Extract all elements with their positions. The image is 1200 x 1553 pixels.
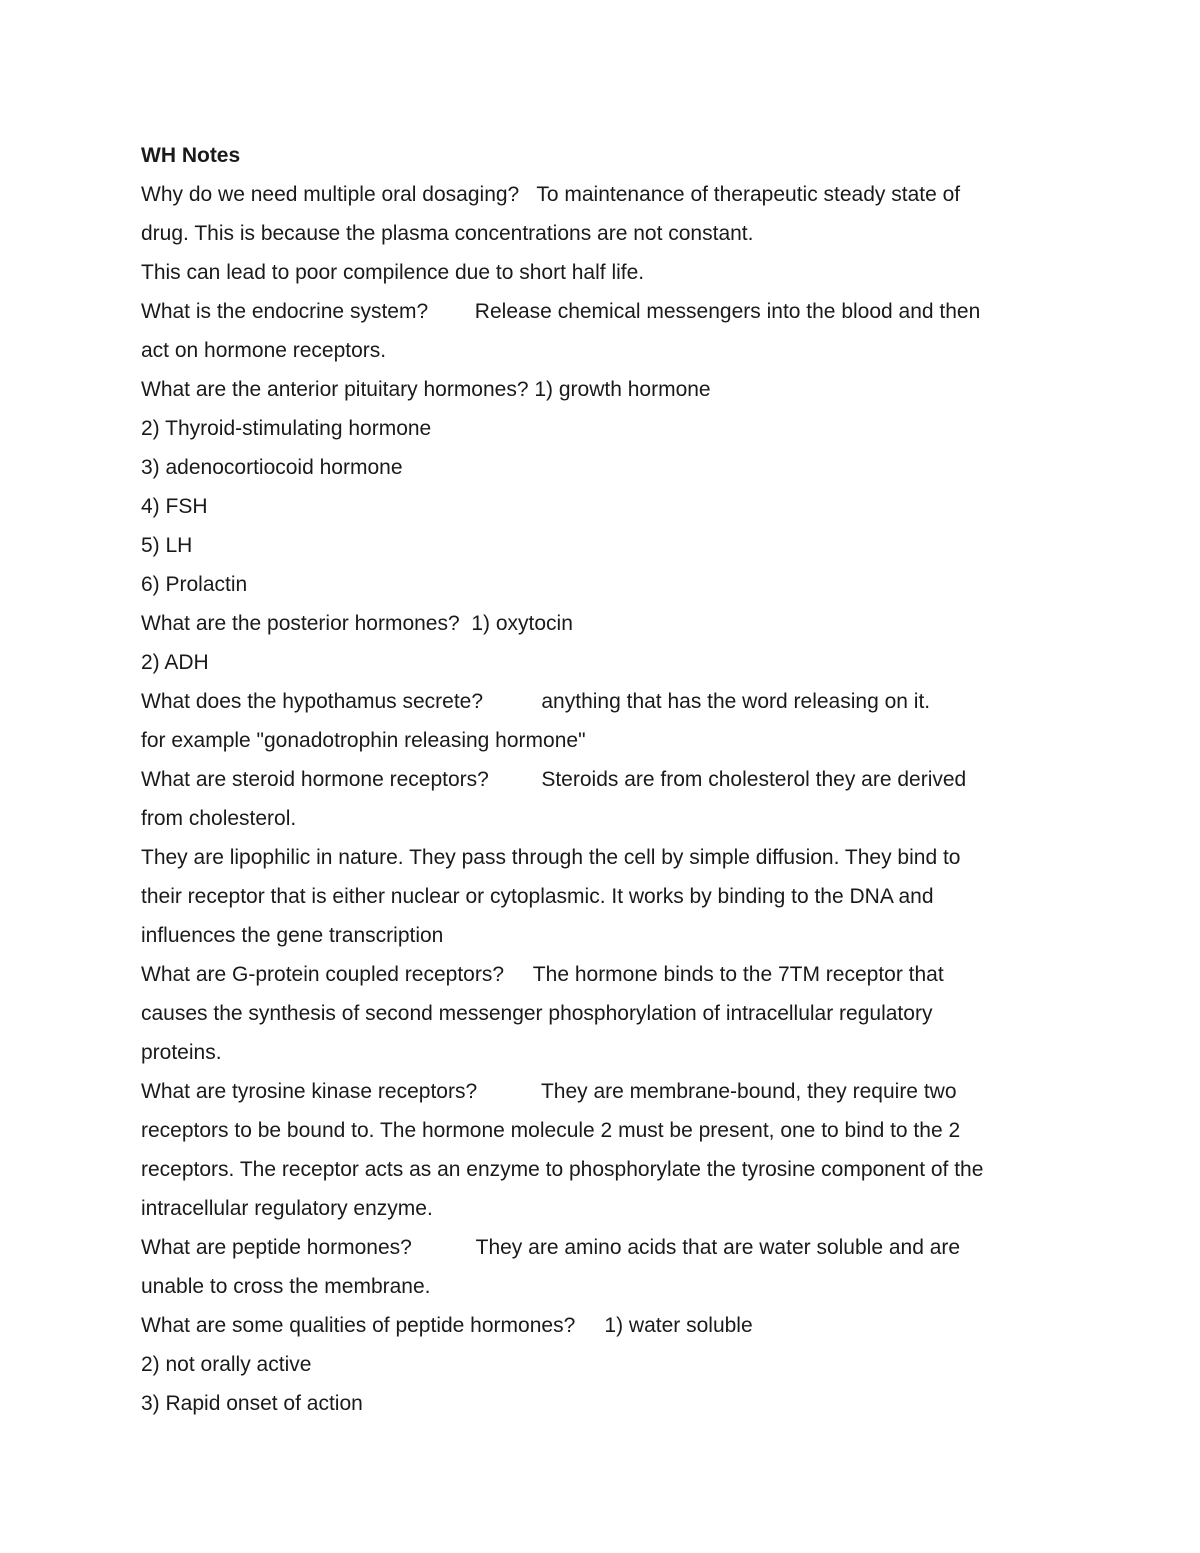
text-line: What are G-protein coupled receptors? The hormone binds to the 7TM receptor that bbox=[141, 963, 944, 986]
text-line: What are peptide hormones? They are amino acids that are water soluble and are bbox=[141, 1236, 961, 1259]
document-body bbox=[141, 136, 1061, 1423]
text-line: What are some qualities of peptide hormones? 1) water soluble bbox=[141, 1314, 753, 1337]
text-line: unable to cross the membrane. bbox=[141, 1275, 431, 1298]
text-line: What are the posterior hormones? 1) oxytocin bbox=[141, 612, 573, 635]
text-line: intracellular regulatory enzyme. bbox=[141, 1197, 433, 1220]
text-line: 3) Rapid onset of action bbox=[141, 1392, 363, 1415]
text-line: This can lead to poor compilence due to short half life. bbox=[141, 261, 645, 284]
text-line: What are steroid hormone receptors? Steroids are from cholesterol they are derived bbox=[141, 768, 967, 791]
text-line: Why do we need multiple oral dosaging? To maintenance of therapeutic steady state of bbox=[141, 183, 961, 206]
text-line: causes the synthesis of second messenger phosphorylation of intracellular regulatory bbox=[141, 1002, 933, 1025]
text-line: receptors to be bound to. The hormone molecule 2 must be present, one to bind to the 2 bbox=[141, 1119, 961, 1142]
text-line: What are tyrosine kinase receptors? They are membrane-bound, they require two bbox=[141, 1080, 957, 1103]
text-line: proteins. bbox=[141, 1041, 222, 1064]
text-line: They are lipophilic in nature. They pass through the cell by simple diffusion. They bind to bbox=[141, 846, 961, 869]
text-line: for example "gonadotrophin releasing hormone" bbox=[141, 729, 586, 752]
text-line: act on hormone receptors. bbox=[141, 339, 387, 362]
text-line: receptors. The receptor acts as an enzyme to phosphorylate the tyrosine component of the bbox=[141, 1158, 984, 1181]
text-line: 4) FSH bbox=[141, 495, 208, 518]
text-line: 5) LH bbox=[141, 534, 193, 557]
text-line: their receptor that is either nuclear or cytoplasmic. It works by binding to the DNA and bbox=[141, 885, 934, 908]
text-line: 3) adenocortiocoid hormone bbox=[141, 456, 403, 479]
text-line: What does the hypothamus secrete? anything that has the word releasing on it. bbox=[141, 690, 931, 713]
text-line: 2) ADH bbox=[141, 651, 209, 674]
text-line: 2) not orally active bbox=[141, 1353, 312, 1376]
text-line: from cholesterol. bbox=[141, 807, 297, 830]
text-line: influences the gene transcription bbox=[141, 924, 444, 947]
text-line: What are the anterior pituitary hormones? 1) growth hormone bbox=[141, 378, 711, 401]
text-line: 2) Thyroid-stimulating hormone bbox=[141, 417, 432, 440]
text-line: What is the endocrine system? Release chemical messengers into the blood and then bbox=[141, 300, 981, 323]
document-title: WH Notes bbox=[141, 144, 241, 167]
text-line: 6) Prolactin bbox=[141, 573, 248, 596]
text-line: drug. This is because the plasma concentrations are not constant. bbox=[141, 222, 754, 245]
